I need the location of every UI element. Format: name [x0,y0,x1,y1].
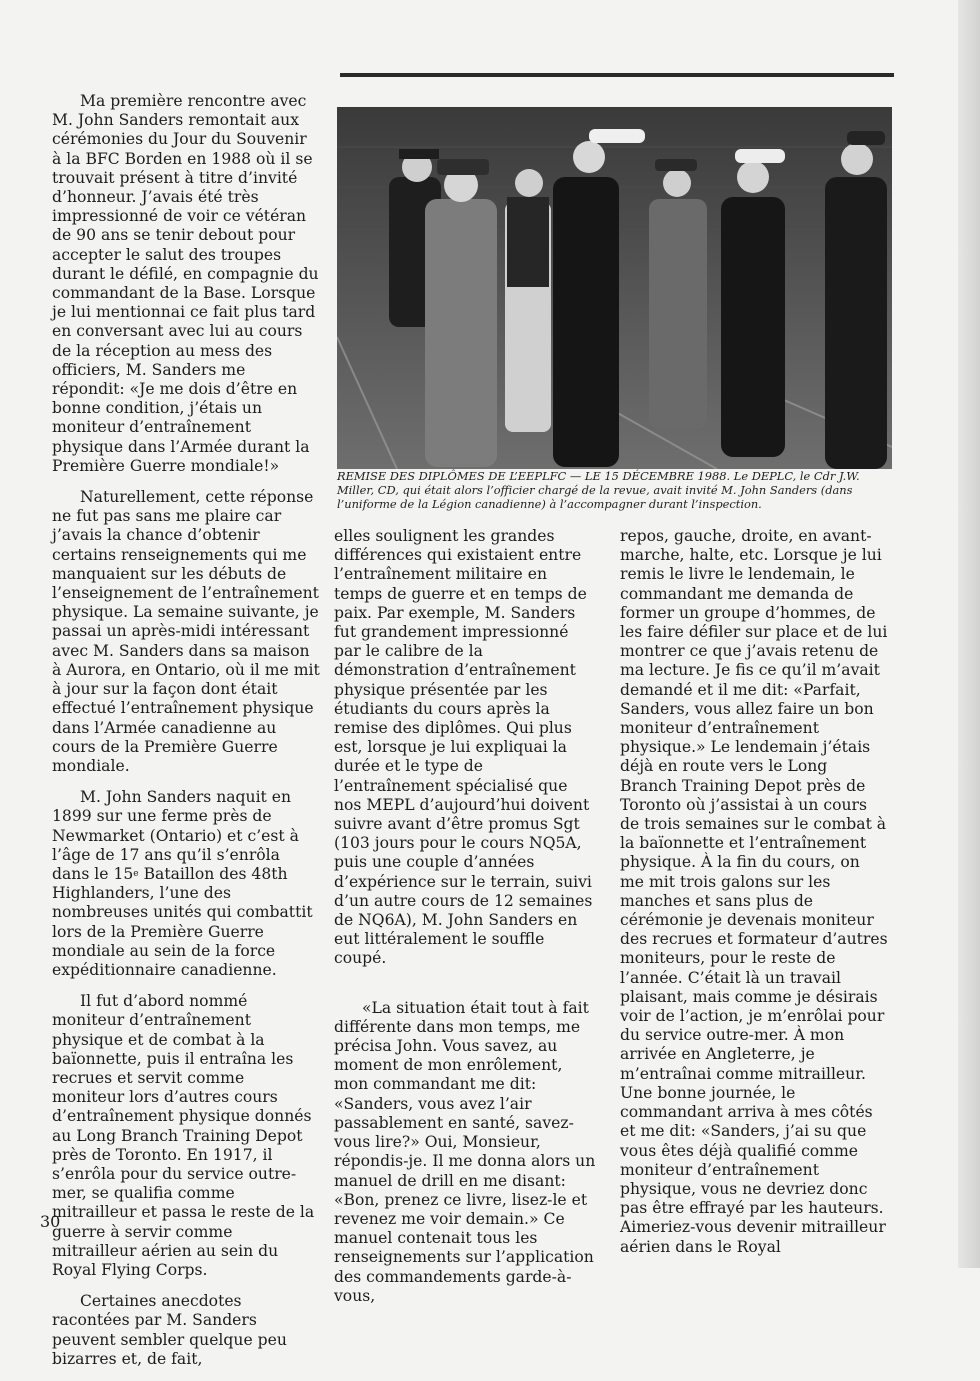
paragraph-text: Bataillon des 48th Highlanders, l’une des nombreuses unités qui combattit lors de la Première Guerre mondiale au sein de la force expéditionnaire canadienne. [52,864,313,979]
text-column-1 [52,92,320,1381]
photo-illustration [337,107,892,469]
text-column-3 [620,527,888,1269]
superscript: e [133,868,139,879]
paragraph: «La situation était tout à fait différente dans mon temps, me précisa John. Vous savez, au moment de mon enrôlement, mon commandant me dit: «Sanders, vous avez l’air passablement en santé, savez-vous lire?» Oui, Monsieur, répondis-je. Il me donna alors un manuel de drill en me disant: «Bon, prenez ce livre, lisez-le et revenez me voir demain.» Ce manuel contenait tous les renseignements sur l’application des commandements garde-à-vous, [334,998,596,1305]
page-edge [958,0,980,1268]
photo-caption: REMISE DES DIPLÔMES DE L’EEPLFC — LE 15 DÉCEMBRE 1988. Le DEPLC, le Cdr J.W. Miller, CD, qui était alors l’officier chargé de la revue, avait invité M. John Sanders (dans l’uniforme de la Légion canadienne) à l’accompagner durant l’inspection. [337,469,860,511]
photo [337,107,892,469]
paragraph: Naturellement, cette réponse ne fut pas sans me plaire car j’avais la chance d’obtenir certains renseignements qui me manquaient sur les débuts de l’enseignement de l’entraînement physique. La semaine suivante, je passai un après-midi intéressant avec M. Sanders dans sa maison à Aurora, en Ontario, où il me mit à jour sur la façon dont était effectué l’entraînement physique dans l’Armée canadienne au cours de la Première Guerre mondiale. [52,488,320,775]
page-number: 30 [40,1212,61,1231]
top-rule [340,73,894,77]
paragraph-text: M. John Sanders naquit en 1899 sur une ferme près de Newmarket (Ontario) et c’est à l’âge de 17 ans qu’il s’enrôla dans le 15 [52,788,299,883]
paragraph: repos, gauche, droite, en avant-marche, halte, etc. Lorsque je lui remis le livre le lendemain, le commandant me demanda de former un groupe d’hommes, de les faire défiler sur place et de lui montrer ce que j’avais retenu de ma lecture. Je fis ce qu’il m’avait demandé et il me dit: «Parfait, Sanders, vous allez faire un bon moniteur d’entraînement physique.» Le lendemain j’étais déjà en route vers le Long Branch Training Depot près de Toronto où j’assistai à un cours de trois semaines sur le combat à la baïonnette et l’entraînement physique. À la fin du cours, on me mit trois galons sur les manches et sans plus de cérémonie je devenais moniteur des recrues et formateur d’autres moniteurs, pour le reste de l’année. C’était là un travail plaisant, mais comme je désirais voir de l’action, je m’enrôlai pour du service outre-mer. À mon arrivée en Angleterre, je m’entraînai comme mitrailleur. Une bonne journée, le commandant arriva à mes côtés et me dit: «Sanders, j’ai su que vous êtes déjà qualifié comme moniteur d’entraînement physique, vous ne devriez donc pas être effrayé par les hauteurs. Aimeriez-vous devenir mitrailleur aérien dans le Royal [620,527,888,1256]
paragraph [52,788,320,980]
paragraph: elles soulignent les grandes différences qui existaient entre l’entraînement militaire en temps de guerre et en temps de paix. Par exemple, M. Sanders fut grandement impressionné par le calibre de la démonstration d’entraînement physique présentée par les étudiants du cours après la remise des diplômes. Qui plus est, lorsque je lui expliquai la durée et le type de l’entraînement spécialisé que nos MEPL d’aujourd’hui doivent suivre avant d’être promus Sgt (103 jours pour le cours NQ5A, puis une couple d’années d’expérience sur le terrain, suivi d’un autre cours de 12 semaines de NQ6A), M. John Sanders en eut littéralement le souffle coupé. [334,527,593,968]
paragraph: Ma première rencontre avec M. John Sanders remontait aux cérémonies du Jour du Souvenir à la BFC Borden en 1988 où il se trouvait présent à titre d’invité d’honneur. J’avais été très impressionné de voir ce vétéran de 90 ans se tenir debout pour accepter le salut des troupes durant le défilé, en compagnie du commandant de la Base. Lorsque je lui mentionnai ce fait plus tard en conversant avec lui au cours de la réception au mess des officiers, M. Sanders me répondit: «Je me dois d’être en bonne condition, j’étais un moniteur d’entraînement physique dans l’Armée durant la Première Guerre mondiale!» [52,92,319,475]
text-column-2 [334,527,596,1318]
paragraph: Il fut d’abord nommé moniteur d’entraînement physique et de combat à la baïonnette, puis il entraîna les recrues et servit comme moniteur lors d’autres cours d’entraînement physique donnés au Long Branch Training Depot près de Toronto. En 1917, il s’enrôla pour du service outre-mer, se qualifia comme mitrailleur et passa le reste de la guerre à servir comme mitrailleur aérien au sein du Royal Flying Corps. [52,992,315,1279]
paragraph: Certaines anecdotes racontées par M. Sanders peuvent sembler quelque peu bizarres et, de fait, [52,1292,287,1368]
